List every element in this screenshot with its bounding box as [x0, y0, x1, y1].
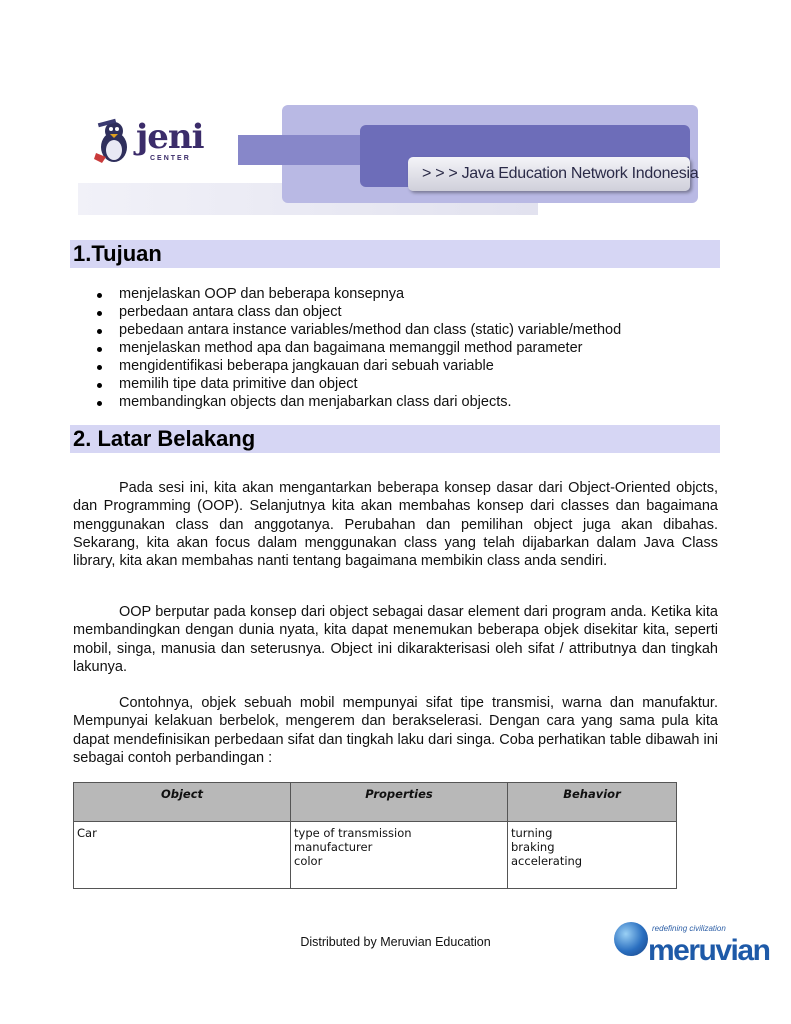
list-item: mengidentifikasi beberapa jangkauan dari sebuah variable — [94, 357, 621, 375]
list-item: memilih tipe data primitive dan object — [94, 375, 621, 393]
logo-slogan: redefining civilization — [652, 924, 726, 933]
list-item: perbedaan antara class dan object — [94, 303, 621, 321]
section-heading-latar-belakang: 2. Latar Belakang — [70, 425, 720, 453]
comparison-table — [73, 782, 677, 889]
logo-wordmark: jeni — [136, 117, 204, 157]
list-item: membandingkan objects dan menjabarkan class dari objects. — [94, 393, 621, 411]
logo-word: meruvian — [648, 934, 770, 967]
jeni-logo — [92, 117, 202, 167]
paragraph-intro: Pada sesi ini, kita akan mengantarkan beberapa konsep dasar dari Object-Oriented objcts, dan Programming (OOP). Selanjutnya kita akan membahas konsep dari classes dan bagaimana menggunakan class dan anggotanya. Perubahan dan pemilihan object juga akan dibahas. Sekarang, kita akan focus dalam menggunakan class yang telah dijabarkan dalam Java Class library, kita akan membahas nanti tentang bagaimana membikin class anda sendiri. — [73, 480, 718, 570]
cell-object: Car — [74, 822, 291, 889]
list-item: menjelaskan OOP dan beberapa konsepnya — [94, 285, 621, 303]
paragraph-example: Contohnya, objek sebuah mobil mempunyai sifat tipe transmisi, warna dan manufaktur. Mempunyai kelakuan berbelok, mengerem dan berakselerasi. Dengan cara yang sama pula kita dapat mendefinisikan perbedaan sifat dan tingkah laku dari singa. Coba perhatikan table dibawah ini sebagai contoh perbandingan : — [73, 695, 718, 766]
bullet-icon — [97, 401, 102, 406]
globe-icon — [614, 922, 648, 956]
column-header-object: Object — [74, 783, 291, 822]
penguin-mascot-icon — [92, 117, 138, 165]
footer-credit: Distributed by Meruvian Education — [300, 935, 491, 949]
section-heading-tujuan: 1.Tujuan — [70, 240, 720, 268]
column-header-properties: Properties — [291, 783, 508, 822]
paragraph-oop: OOP berputar pada konsep dari object sebagai dasar element dari program anda. Ketika kita membandingkan dengan dunia nyata, kita dapat menemukan beberapa objek disekitar kita, seperti mobil, singa, manusia dan seterusnya. Object ini dikarakterisasi oleh sifat / attributnya dan tingkah lakunya. — [73, 604, 718, 675]
cell-behavior: turning braking accelerating — [508, 822, 677, 889]
bullet-icon — [97, 293, 102, 298]
meruvian-logo — [614, 920, 770, 974]
bullet-icon — [97, 311, 102, 316]
table-header-row — [74, 783, 677, 822]
bullet-icon — [97, 329, 102, 334]
cell-properties: type of transmission manufacturer color — [291, 822, 508, 889]
logo-subtext: CENTER — [150, 155, 191, 162]
list-item: menjelaskan method apa dan bagaimana memanggil method parameter — [94, 339, 621, 357]
list-item: pebedaan antara instance variables/method dan class (static) variable/method — [94, 321, 621, 339]
table-row — [74, 822, 677, 889]
bullet-icon — [97, 383, 102, 388]
bullet-icon — [97, 365, 102, 370]
objectives-list — [94, 285, 621, 411]
banner-title: > > > Java Education Network Indonesia — [408, 157, 690, 191]
bullet-icon — [97, 347, 102, 352]
header-banner — [78, 105, 700, 217]
column-header-behavior: Behavior — [508, 783, 677, 822]
